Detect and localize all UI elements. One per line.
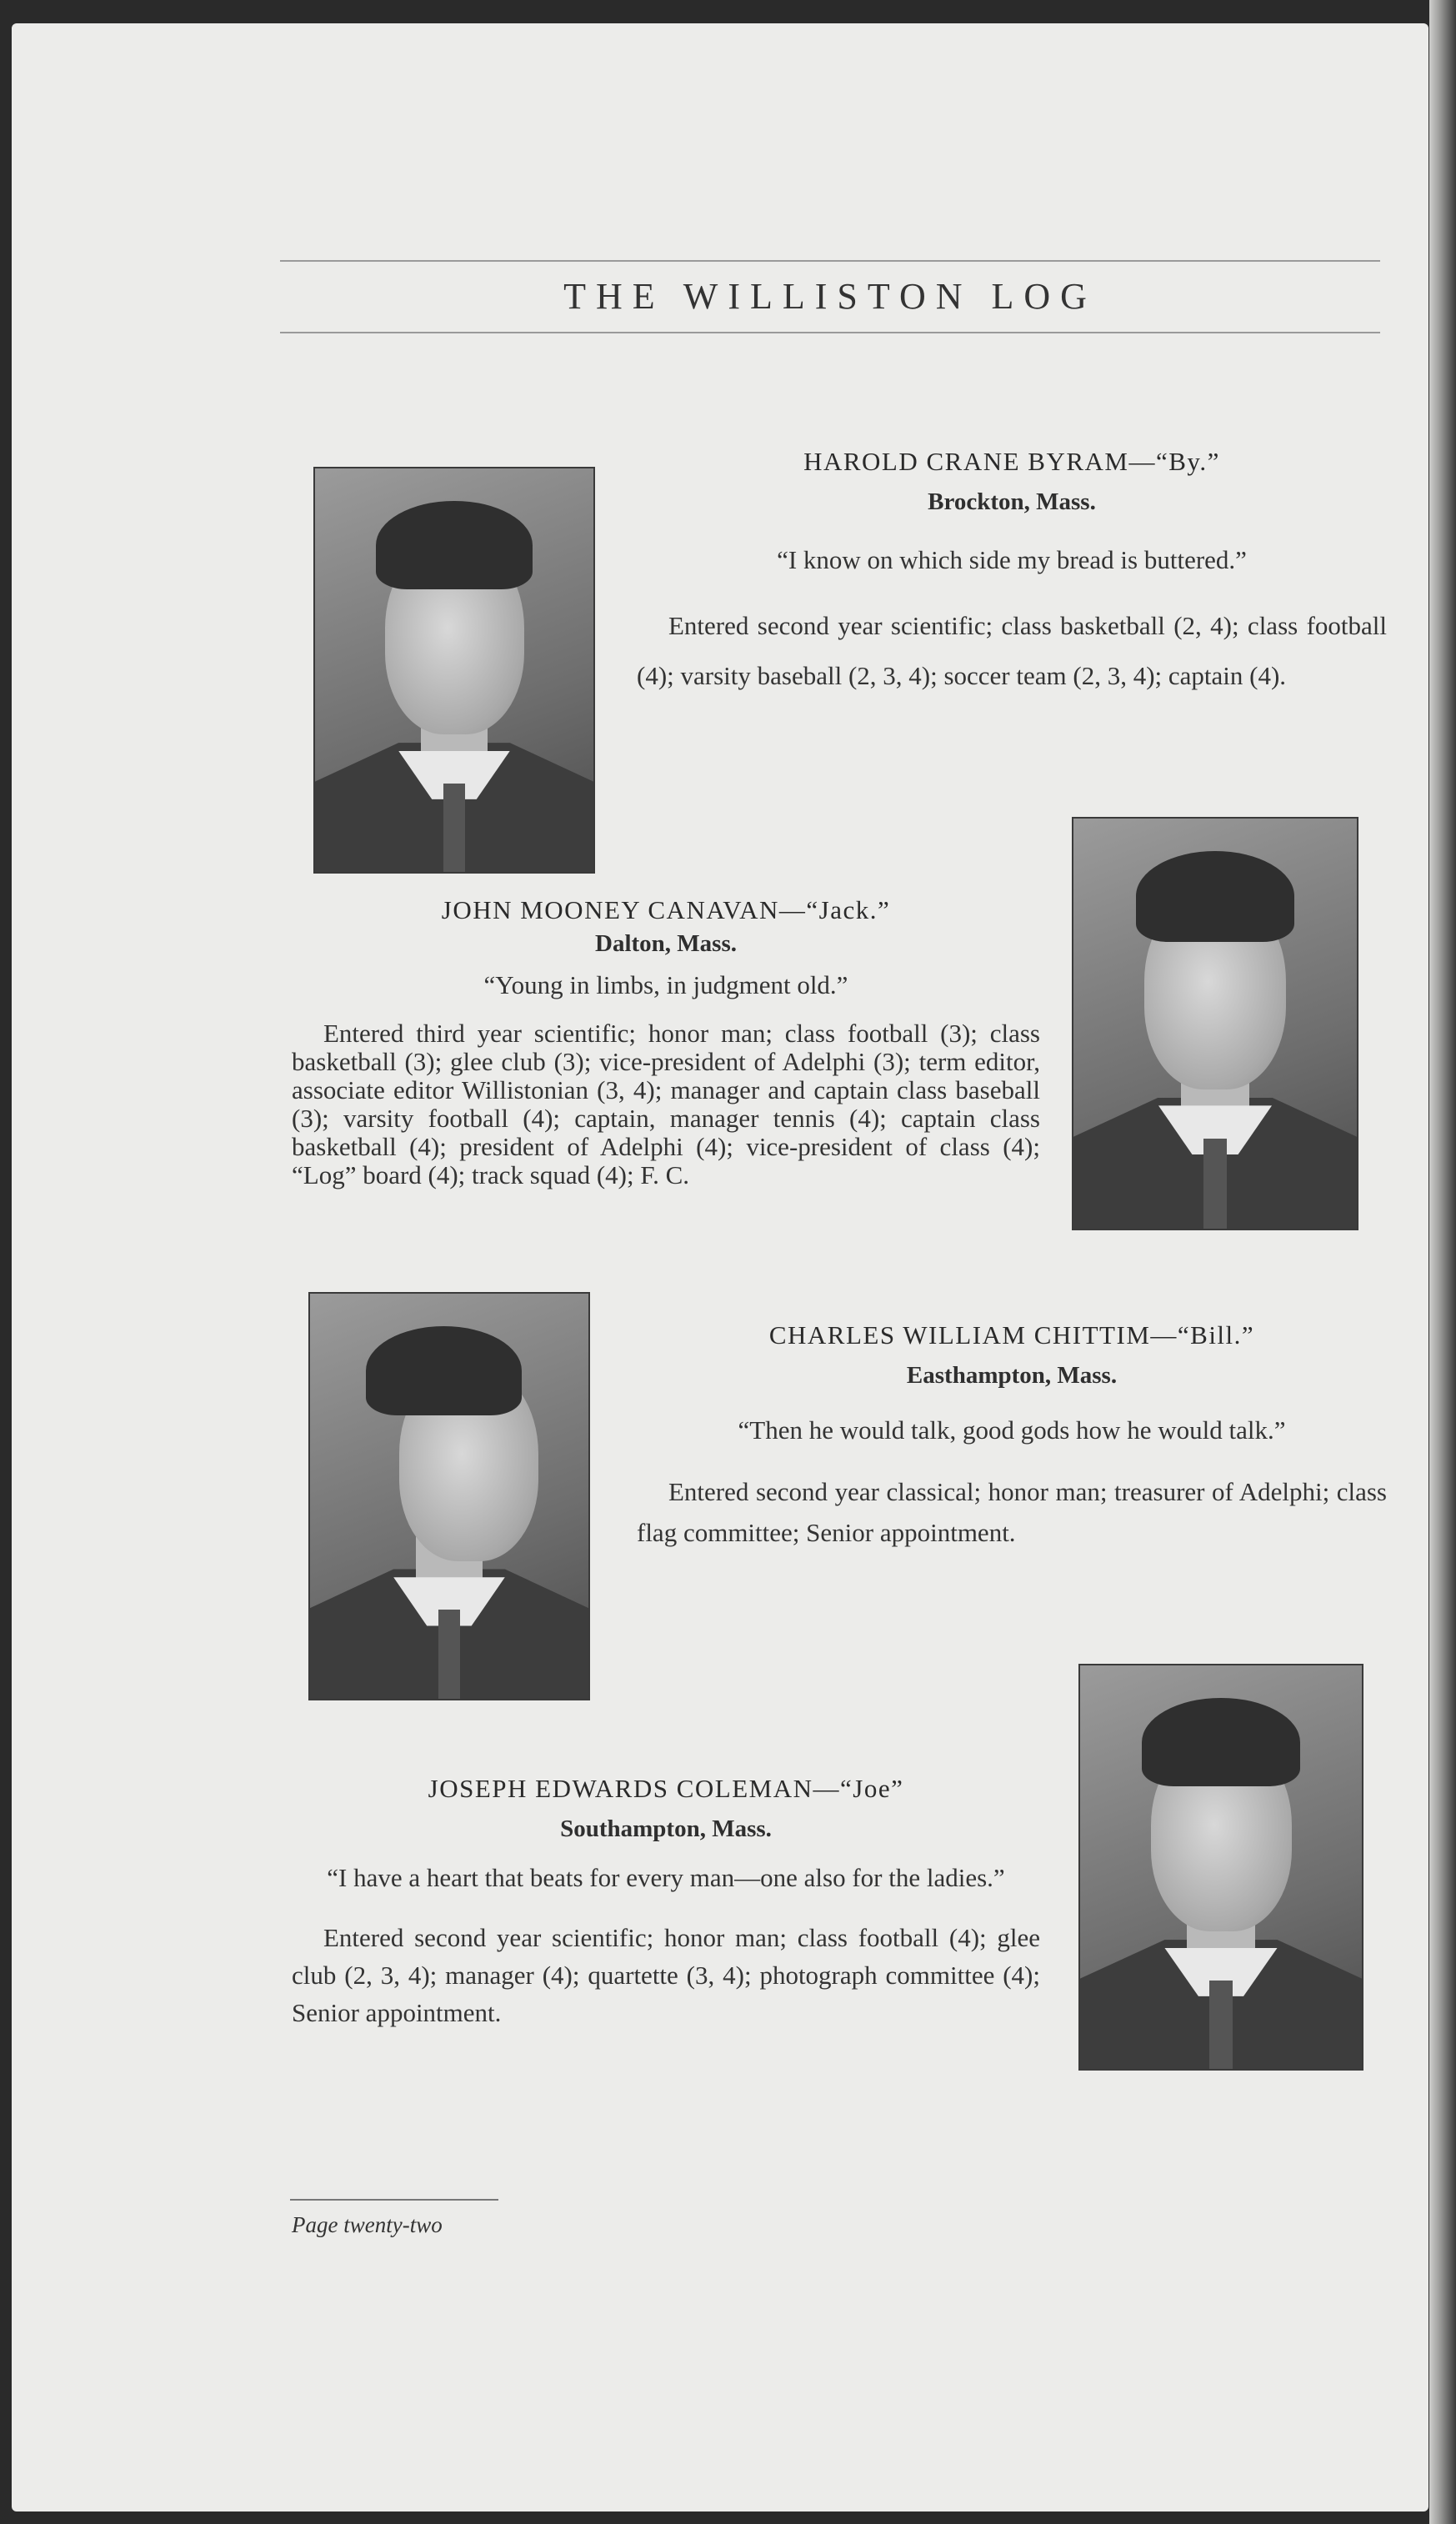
entry-name: JOSEPH EDWARDS COLEMAN—“Joe” bbox=[428, 1774, 904, 1803]
running-head: THE WILLISTON LOG bbox=[563, 276, 1097, 317]
entry-place: Easthampton, Mass. bbox=[906, 1362, 1118, 1389]
entry-byram bbox=[637, 447, 1387, 702]
entry-chittim bbox=[637, 1320, 1387, 1554]
entry-quote: “I know on which side my bread is buttered.” bbox=[777, 545, 1247, 574]
entry-record: Entered second year classical; honor man; treasurer of Adelphi; class flag committee; Senior appointment. bbox=[637, 1476, 1387, 1548]
portrait-byram bbox=[313, 467, 595, 874]
entry-name: CHARLES WILLIAM CHITTIM—“Bill.” bbox=[768, 1320, 1255, 1350]
footer-rule bbox=[290, 2199, 498, 2201]
portrait-chittim bbox=[308, 1292, 590, 1700]
portrait-canavan bbox=[1072, 817, 1358, 1230]
entry-record: Entered third year scientific; honor man; class football (3); class basketball (3); glee club (3); vice-president of Adelphi (3); term editor, associate editor Willistonian (3, 4); manager and captain class baseball (3); varsity football (4); captain, manager tennis (4); captain class basketball (4); president of Adelphi (4); vice-president of class (4); “Log” board (4); track squad (4); F. C. bbox=[292, 1018, 1040, 1190]
entry-quote: “I have a heart that beats for every man—one also for the ladies.” bbox=[327, 1863, 1005, 1892]
page bbox=[12, 23, 1428, 2511]
entry-name: JOHN MOONEY CANAVAN—“Jack.” bbox=[441, 895, 891, 924]
header-rule-bottom bbox=[280, 332, 1380, 333]
page-number: Page twenty-two bbox=[292, 2212, 443, 2237]
entry-place: Southampton, Mass. bbox=[560, 1815, 772, 1842]
entry-canavan bbox=[292, 895, 1040, 1189]
entry-record: Entered second year scientific; class basketball (2, 4); class football (4); varsity baseball (2, 3, 4); soccer team (2, 3, 4); captain (4). bbox=[637, 610, 1387, 691]
header-rule-top bbox=[280, 260, 1380, 262]
entry-coleman bbox=[292, 1774, 1040, 2032]
entry-name: HAROLD CRANE BYRAM—“By.” bbox=[803, 447, 1220, 476]
book-spine bbox=[1429, 0, 1456, 2524]
entry-quote: “Then he would talk, good gods how he would talk.” bbox=[738, 1415, 1286, 1445]
portrait-coleman bbox=[1078, 1664, 1363, 2071]
entry-place: Dalton, Mass. bbox=[595, 930, 737, 957]
entry-record: Entered second year scientific; honor man; class football (4); glee club (2, 3, 4); manager (4); quartette (3, 4); photograph committee (4); Senior appointment. bbox=[292, 1923, 1040, 2028]
entry-quote: “Young in limbs, in judgment old.” bbox=[483, 970, 848, 999]
entry-place: Brockton, Mass. bbox=[928, 488, 1096, 515]
